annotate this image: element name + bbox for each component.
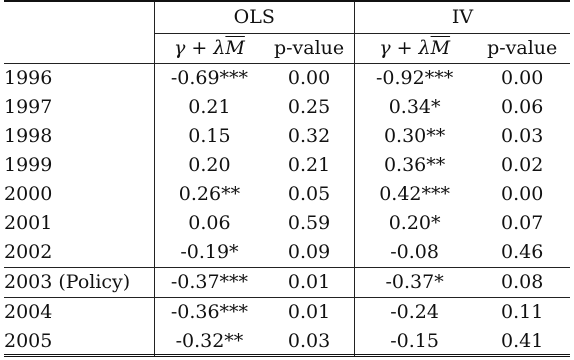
gamma-symbol: γ [379, 37, 391, 59]
ols-coef-cell: 0.20 [188, 154, 231, 176]
table-row [4, 327, 570, 357]
group-header-row [4, 1, 570, 34]
ols-pvalue-cell: 0.01 [264, 298, 354, 328]
year-cell: 2000 [4, 180, 154, 209]
iv-pvalue-cell: 0.11 [501, 301, 544, 323]
regression-table [4, 0, 570, 357]
ols-group-header: OLS [154, 1, 354, 34]
ols-pvalue-cell: 0.00 [264, 64, 354, 94]
ols-coef-cell: -0.19* [180, 241, 239, 263]
ols-coef-cell: -0.69*** [170, 67, 249, 89]
plus-sign: + [390, 37, 419, 59]
iv-coef-cell: 0.42*** [379, 183, 451, 205]
iv-coef-cell: 0.36** [383, 154, 446, 176]
ols-coef-cell: -0.32** [154, 327, 264, 357]
ols-coef-cell: 0.26** [178, 183, 241, 205]
table-row [4, 180, 570, 209]
year-cell: 1999 [4, 151, 154, 180]
year-cell: 2001 [4, 209, 154, 238]
column-header-row [4, 34, 570, 64]
iv-pvalue-cell: 0.02 [501, 154, 544, 176]
ols-pvalue-cell: 0.03 [264, 327, 354, 357]
ols-coef-cell: 0.21 [188, 96, 231, 118]
ols-pvalue-cell: 0.59 [264, 209, 354, 238]
iv-pvalue-cell: 0.08 [474, 268, 570, 298]
ols-coef-header [154, 34, 264, 64]
bottom-double-rule [4, 354, 570, 355]
table-row [4, 64, 570, 94]
year-cell: 1998 [4, 122, 154, 151]
ols-coef-cell: -0.36*** [170, 301, 249, 323]
lambda-symbol: λ [418, 37, 431, 59]
ols-coef-cell: 0.06 [188, 212, 231, 234]
ols-pvalue-cell: 0.21 [264, 151, 354, 180]
ols-pvalue-cell: 0.05 [264, 180, 354, 209]
iv-pvalue-cell: 0.03 [501, 125, 544, 147]
iv-coef-cell: -0.37* [354, 268, 474, 298]
ols-pvalue-cell: 0.25 [264, 93, 354, 122]
iv-pvalue-cell: 0.41 [474, 327, 570, 357]
iv-coef-cell: 0.30** [383, 125, 446, 147]
year-cell: 1996 [4, 64, 154, 94]
iv-pvalue-cell: 0.00 [501, 183, 544, 205]
table-row [4, 151, 570, 180]
iv-pvalue-header: p-value [474, 34, 570, 64]
table-row [4, 122, 570, 151]
year-cell: 2005 [4, 327, 154, 357]
year-cell: 2003 (Policy) [4, 268, 154, 298]
regression-table-container [4, 0, 570, 357]
plus-sign: + [185, 37, 214, 59]
lambda-symbol: λ [213, 37, 226, 59]
m-bar-symbol: M [430, 37, 451, 59]
ols-coef-cell: 0.15 [188, 125, 231, 147]
iv-pvalue-cell: 0.00 [501, 67, 544, 89]
ols-pvalue-cell: 0.09 [264, 238, 354, 268]
iv-coef-cell: 0.34* [388, 96, 441, 118]
ols-pvalue-cell: 0.01 [264, 268, 354, 298]
table-row [4, 238, 570, 268]
iv-group-header: IV [354, 1, 570, 34]
iv-coef-header [354, 34, 474, 64]
table-row [4, 298, 570, 328]
ols-pvalue-header: p-value [264, 34, 354, 64]
iv-pvalue-cell: 0.07 [501, 212, 544, 234]
iv-coef-cell: -0.92*** [376, 67, 454, 89]
iv-coef-cell: -0.24 [390, 301, 439, 323]
year-cell: 2004 [4, 298, 154, 328]
corner-cell-2 [4, 34, 154, 64]
year-cell: 1997 [4, 93, 154, 122]
iv-coef-cell: -0.15 [354, 327, 474, 357]
iv-pvalue-cell: 0.46 [501, 241, 544, 263]
corner-cell [4, 1, 154, 34]
table-row [4, 209, 570, 238]
policy-row [4, 268, 570, 298]
ols-coef-cell: -0.37*** [154, 268, 264, 298]
ols-pvalue-cell: 0.32 [264, 122, 354, 151]
iv-pvalue-cell: 0.06 [501, 96, 544, 118]
iv-coef-cell: -0.08 [390, 241, 439, 263]
gamma-symbol: γ [173, 37, 186, 59]
iv-coef-cell: 0.20* [388, 212, 441, 234]
table-row [4, 93, 570, 122]
year-cell: 2002 [4, 238, 154, 268]
m-bar-symbol: M [225, 37, 245, 59]
